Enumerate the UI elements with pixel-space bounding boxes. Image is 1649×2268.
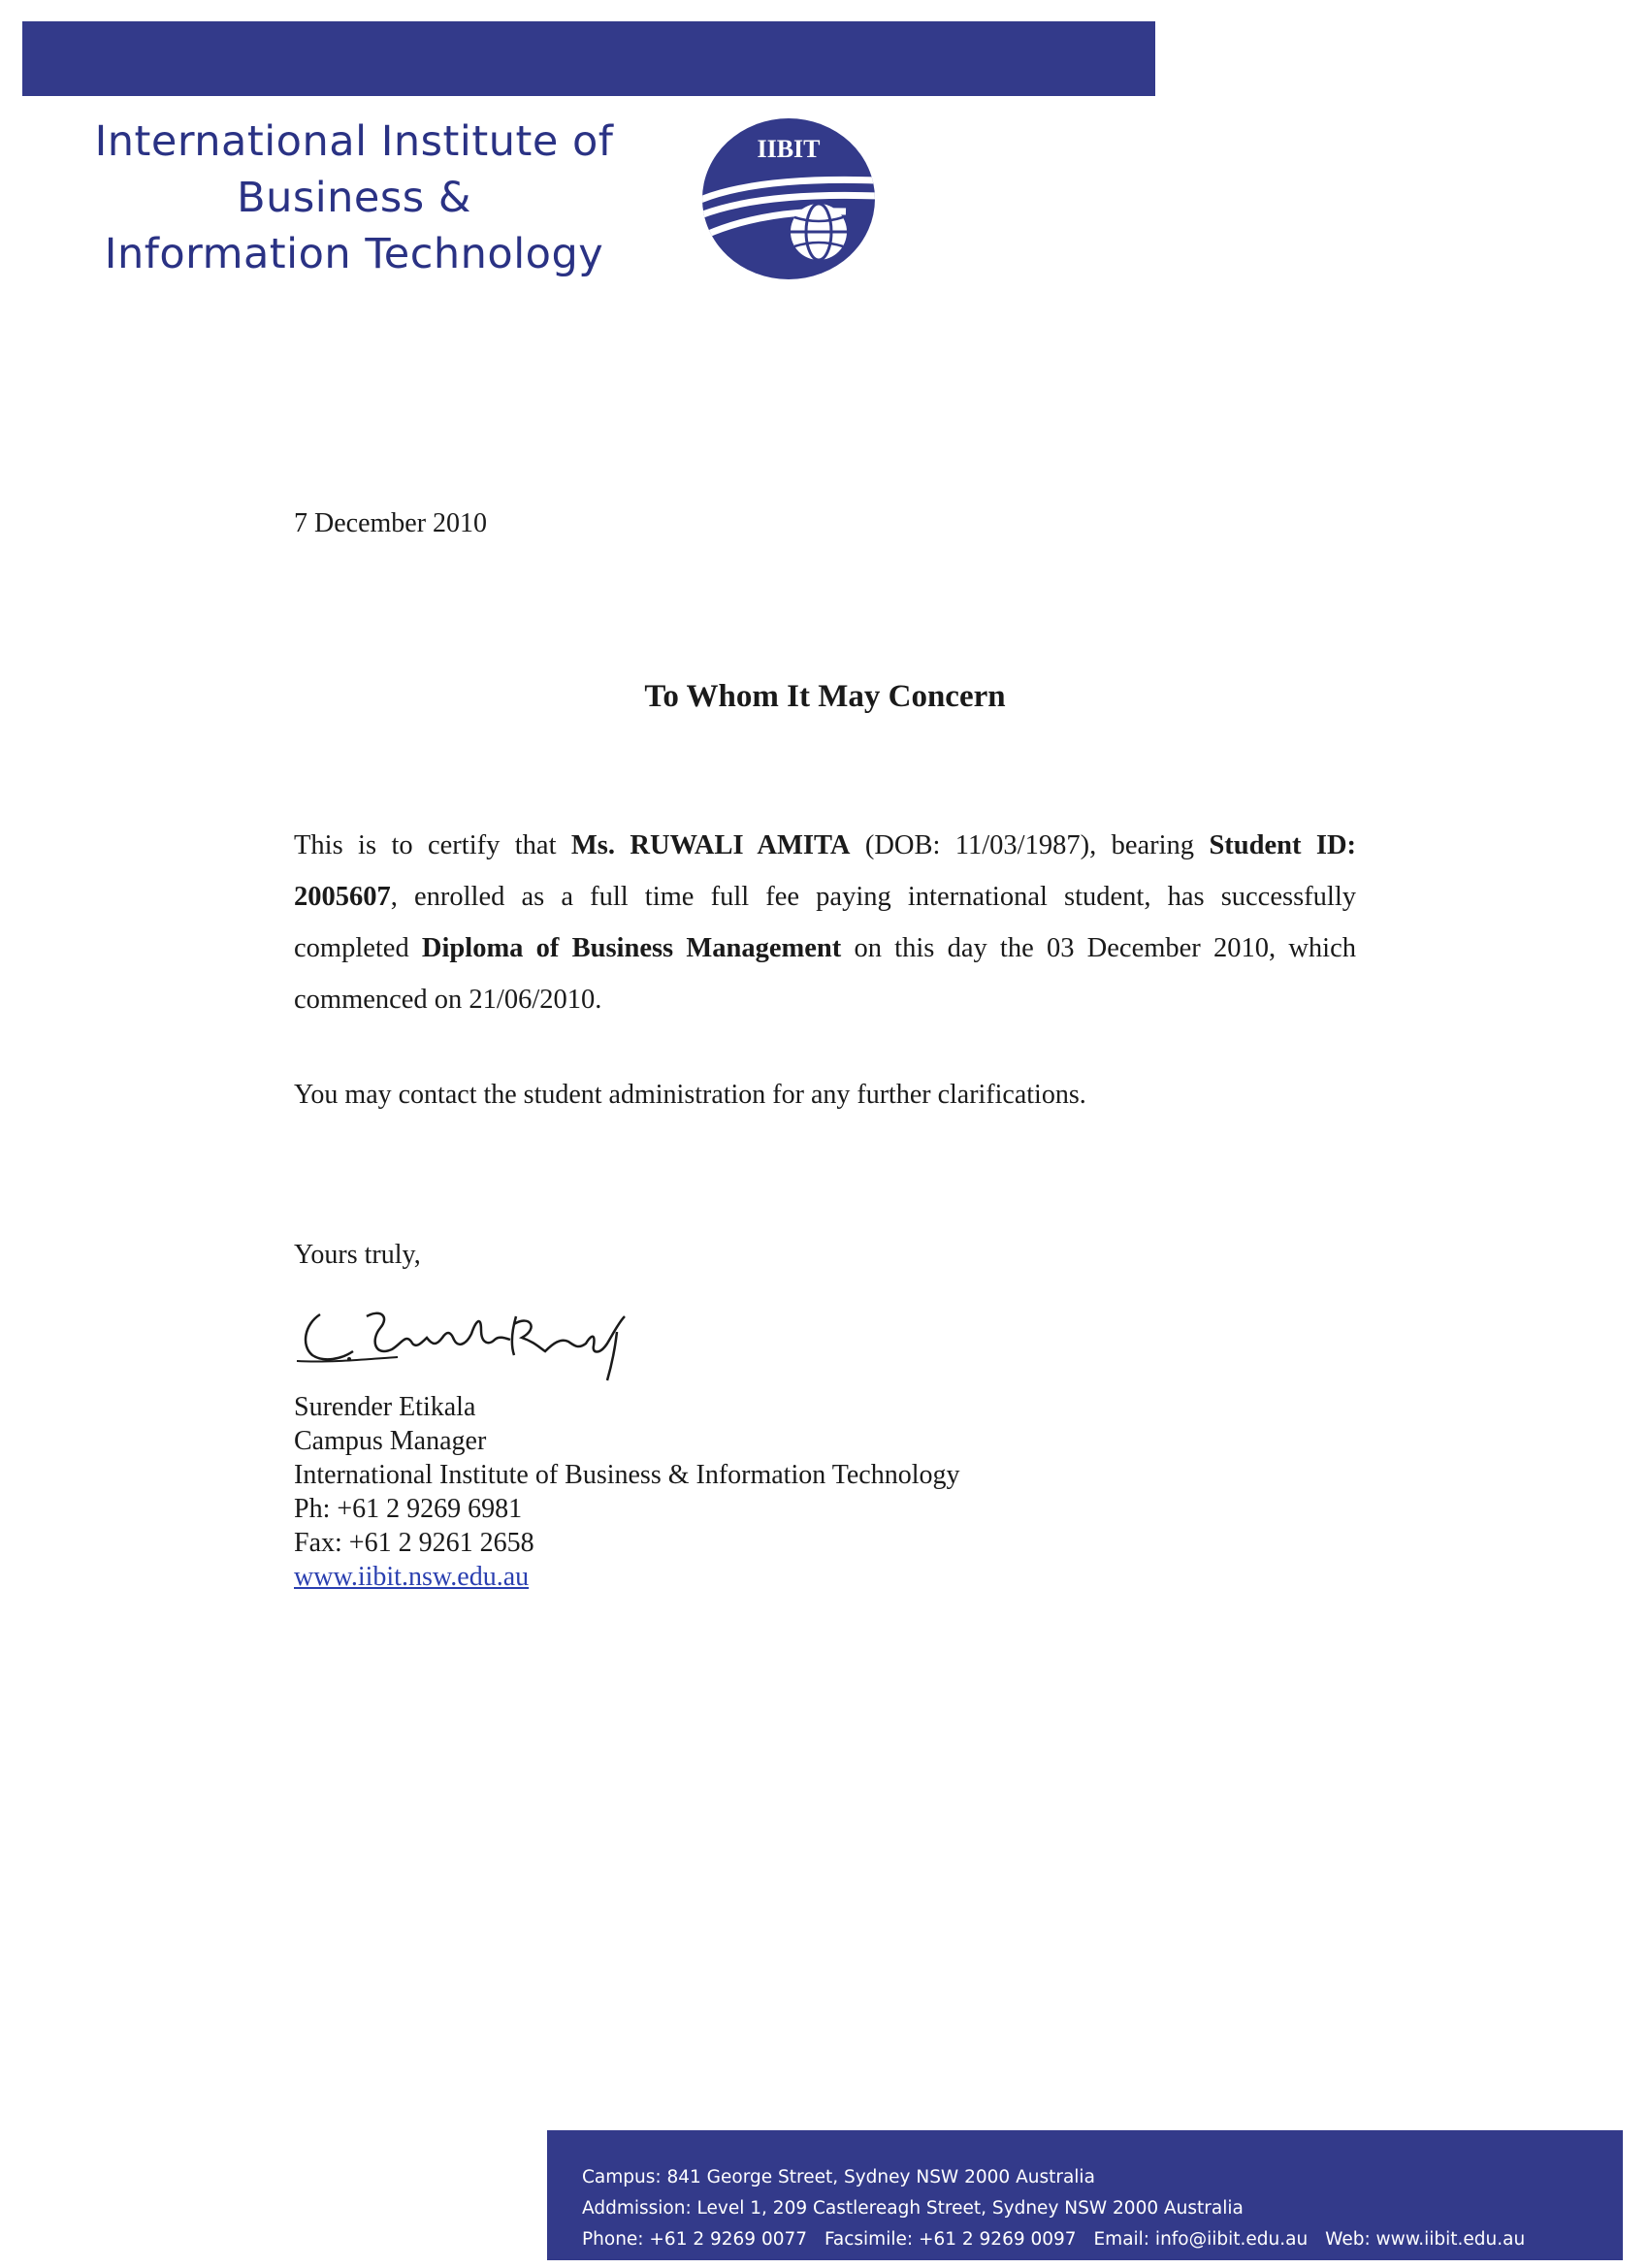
footer-email[interactable]: Email: info@iibit.edu.au	[1093, 2229, 1309, 2250]
contact-note: You may contact the student administration for any further clarifications.	[294, 1080, 1086, 1110]
body-text: , enrolled as a full time full fee paying international student, has successfully completed	[294, 882, 1356, 963]
signatory-title: Campus Manager	[294, 1426, 487, 1456]
student-id: Student ID: 2005607	[294, 830, 1357, 912]
institution-name-line: Business &	[237, 174, 471, 222]
signatory-name: Surender Etikala	[294, 1392, 476, 1422]
signatory-block	[294, 1390, 1356, 1594]
signature-icon	[291, 1295, 640, 1382]
footer-web[interactable]: Web: www.iibit.edu.au	[1325, 2229, 1526, 2250]
footer-phone: Phone: +61 2 9269 0077	[582, 2229, 808, 2250]
institution-name-line: Information Technology	[104, 230, 604, 278]
header-band	[22, 21, 1155, 96]
signatory-phone: Ph: +61 2 9269 6981	[294, 1494, 523, 1524]
body-text: (DOB: 11/03/1987), bearing	[850, 830, 1210, 860]
logo-text: IIBIT	[757, 135, 821, 163]
body-text: This is to certify that	[294, 830, 571, 860]
course-name: Diploma of Business Management	[421, 933, 842, 963]
footer-admission: Addmission: Level 1, 209 Castlereagh Street, Sydney NSW 2000 Australia	[582, 2198, 1244, 2219]
footer-campus: Campus: 841 George Street, Sydney NSW 2000 Australia	[582, 2167, 1095, 2187]
closing: Yours truly,	[294, 1240, 421, 1270]
institution-name-line: International Institute of	[94, 117, 614, 166]
footer-facsimile: Facsimile: +61 2 9269 0097	[824, 2229, 1077, 2250]
institution-name	[53, 113, 655, 282]
letter-date: 7 December 2010	[294, 508, 488, 538]
signatory-institution: International Institute of Business & Information Technology	[294, 1460, 960, 1490]
iibit-logo	[700, 116, 877, 281]
student-name: Ms. RUWALI AMITA	[570, 830, 851, 860]
signatory-fax: Fax: +61 2 9261 2658	[294, 1528, 534, 1558]
footer-contacts	[582, 2229, 1525, 2250]
letter-heading: To Whom It May Concern	[644, 679, 1006, 714]
footer-band	[547, 2130, 1623, 2260]
body-text: on this day the 03 December 2010, which commenced on 21/06/2010.	[294, 933, 1356, 1015]
website-link[interactable]: www.iibit.nsw.edu.au	[294, 1562, 530, 1592]
certification-paragraph	[294, 820, 1356, 1025]
